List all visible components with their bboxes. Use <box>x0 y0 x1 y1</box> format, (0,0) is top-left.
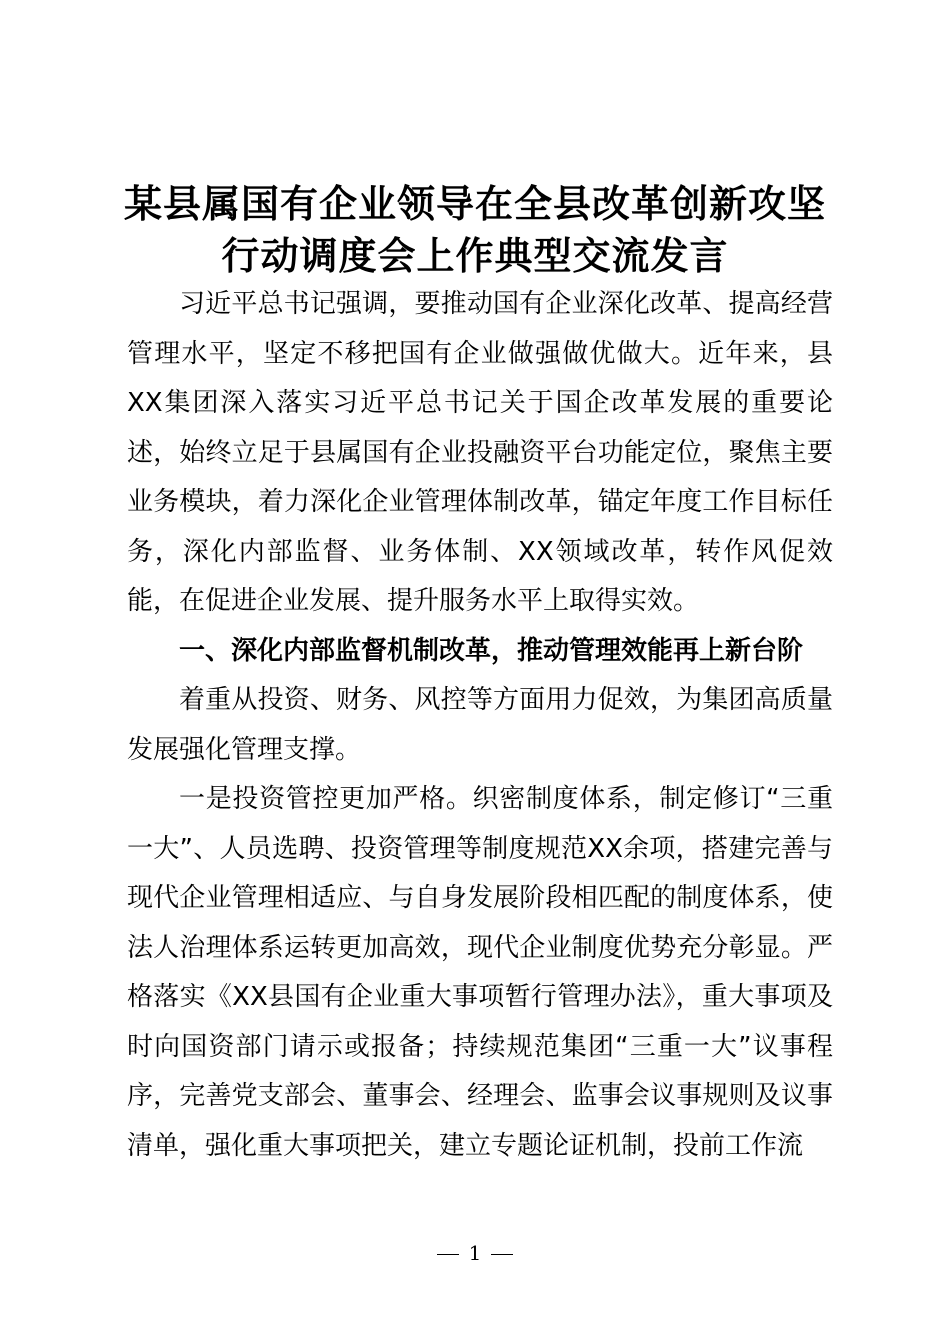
paragraph-investment-control: 一是投资管控更加严格。织密制度体系，制定修订“三重一大”、人员选聘、投资管理等制度规范XX余项，搭建完善与现代企业管理相适应、与自身发展阶段相匹配的制度体系，使法人治理体系运转更加高效，现代企业制度优势充分彰显。严格落实《XX县国有企业重大事项暂行管理办法》，重大事项及时向国资部门请示或报备；持续规范集团“三重一大”议事程序，完善党支部会、董事会、经理会、监事会议事规则及议事清单，强化重大事项把关，建立专题论证机制，投前工作流 <box>127 784 833 1161</box>
document-body <box>127 280 833 1171</box>
paragraph-intro: 习近平总书记强调，要推动国有企业深化改革、提高经营管理水平，坚定不移把国有企业做强做优做大。近年来，县XX集团深入落实习近平总书记关于国企改革发展的重要论述，始终立足于县属国有企业投融资平台功能定位，聚焦主要业务模块，着力深化企业管理体制改革，锚定年度工作目标任务，深化内部监督、业务体制、XX领域改革，转作风促效能，在促进企业发展、提升服务水平上取得实效。 <box>127 289 833 616</box>
document-title: 某县属国有企业领导在全县改革创新攻坚行动调度会上作典型交流发言 <box>123 181 826 278</box>
paragraph-section-summary: 着重从投资、财务、风控等方面用力促效，为集团高质量发展强化管理支撑。 <box>127 685 833 765</box>
footer-dash-left <box>437 1254 459 1255</box>
page-footer <box>0 1238 950 1268</box>
section-heading: 一、深化内部监督机制改革，推动管理效能再上新台阶 <box>179 635 804 666</box>
footer-dash-right <box>491 1254 513 1255</box>
page-number: 1 <box>468 1241 482 1265</box>
